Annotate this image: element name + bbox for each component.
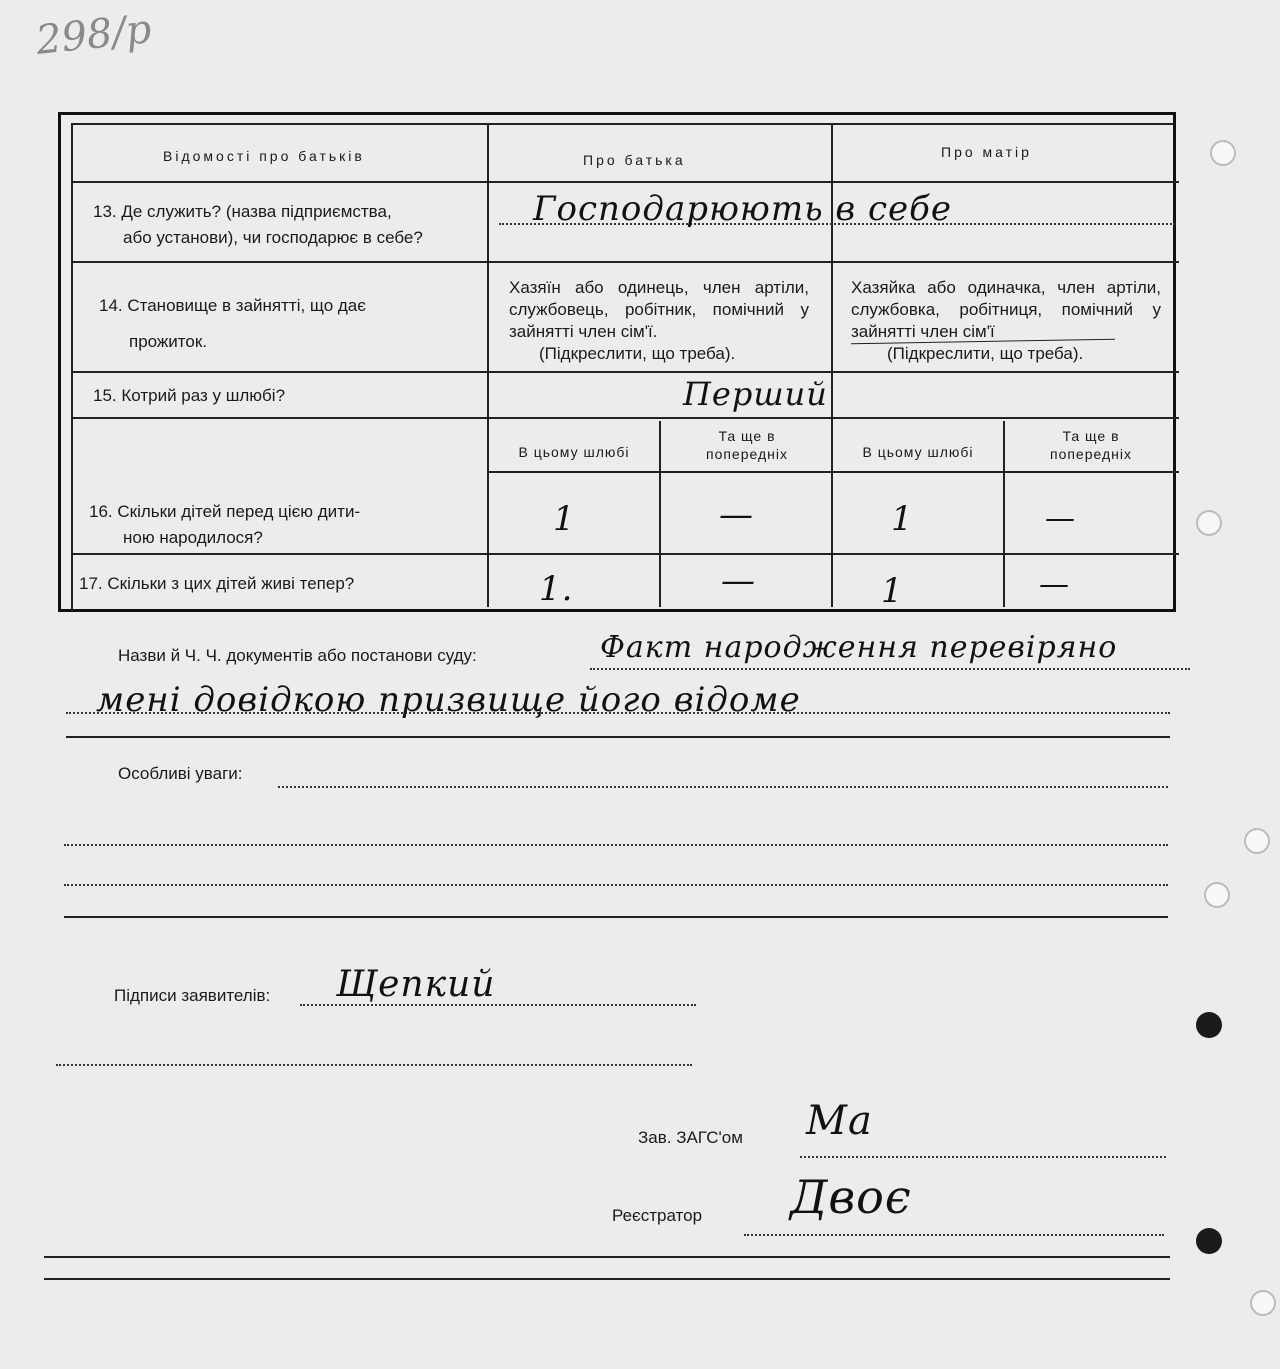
q14-label-line2: прожиток. (129, 332, 208, 351)
row-line-13 (73, 261, 1179, 263)
q17-father-current: 1. (539, 569, 574, 609)
row-line-header (73, 181, 1179, 183)
q16-mother-current: 1 (891, 499, 914, 539)
q13-label-line1: 13. Де служить? (назва підприємства, (93, 202, 392, 221)
registrar-signature-line (744, 1234, 1164, 1236)
punch-hole (1204, 882, 1230, 908)
subheader-father-current: В цьому шлюбі (518, 444, 630, 460)
head-signature: Ма (806, 1098, 873, 1144)
q16-label-line1: 16. Скільки дітей перед цією дити- (89, 502, 361, 521)
remarks-solid-line (64, 916, 1168, 918)
parents-info-table (58, 112, 1176, 612)
q14-mother-options: Хазяйка або одиначка, член артіли, службовка, робітниця, помічний у зайнятті член сім'ї (851, 278, 1161, 341)
head-signature-line (800, 1156, 1166, 1158)
q14-mother-note: (Підкреслити, що треба). (887, 344, 1084, 363)
documents-text-2: мені довідкою призвище його відоме (96, 680, 801, 720)
q13-label-line2: або установи), чи господарює в себе? (123, 228, 423, 247)
documents-line-1 (590, 668, 1190, 670)
q14-father-note: (Підкреслити, що треба). (539, 344, 736, 363)
col-divider-mother-sub (1003, 421, 1005, 607)
signature-line-2 (56, 1064, 692, 1066)
table-inner-frame (71, 123, 1173, 609)
subheader-mother-previous: Та ще в попередніх (1049, 428, 1132, 462)
q13-answer: Господарюють в себе (533, 189, 953, 229)
applicant-signature: Щепкий (336, 964, 496, 1005)
documents-solid-line (66, 736, 1170, 738)
remarks-label: Особливі уваги: (118, 764, 243, 783)
remarks-line-2 (64, 844, 1168, 846)
q17-father-previous: — (721, 561, 756, 601)
documents-label: Назви й Ч. Ч. документів або постанови суду: (118, 646, 477, 665)
punch-hole (1196, 1228, 1222, 1254)
punch-hole (1244, 828, 1270, 854)
row-line-16 (73, 553, 1179, 555)
punch-hole (1196, 510, 1222, 536)
corner-handwritten-note: 298/р (33, 6, 154, 64)
bottom-rule-1 (44, 1256, 1170, 1258)
remarks-line-1 (278, 786, 1168, 788)
row-line-14 (73, 371, 1179, 373)
documents-text-1: Факт народження перевіряно (600, 630, 1118, 665)
header-father: Про батька (583, 152, 686, 168)
q16-father-previous: — (719, 495, 754, 535)
col-divider-father-sub (659, 421, 661, 607)
header-info: Відомості про батьків (163, 148, 365, 164)
q17-mother-previous: — (1039, 567, 1070, 602)
punch-hole (1250, 1290, 1276, 1316)
header-mother: Про матір (941, 144, 1032, 160)
registrar-label: Реєстратор (612, 1206, 703, 1225)
subheader-father-previous: Та ще в попередніх (705, 428, 788, 462)
row-line-15 (73, 417, 1179, 419)
q15-answer: Перший (683, 375, 828, 413)
registrar-signature: Двоє (790, 1170, 912, 1224)
q14-father-options: Хазяїн або одинець, член артіли, службовець, робітник, помічний у зайнятті член сім'ї. (509, 278, 809, 341)
q17-label: 17. Скільки з цих дітей живі тепер? (79, 574, 355, 593)
bottom-rule-2 (44, 1278, 1170, 1280)
q16-label-line2: ною народилося? (123, 528, 263, 547)
q14-label-line1: 14. Становище в зайнятті, що дає (99, 296, 366, 315)
head-label: Зав. ЗАГС'ом (638, 1128, 743, 1147)
q15-label: 15. Котрий раз у шлюбі? (93, 386, 286, 405)
punch-hole (1196, 1012, 1222, 1038)
q17-mother-current: 1 (881, 571, 904, 611)
q16-father-current: 1 (553, 499, 576, 539)
q16-mother-previous: — (1045, 501, 1076, 536)
subheader-mother-current: В цьому шлюбі (862, 444, 974, 460)
row-line-subheaders (487, 471, 1179, 473)
col-divider-1 (487, 125, 489, 607)
remarks-line-3 (64, 884, 1168, 886)
punch-hole (1210, 140, 1236, 166)
signatures-label: Підписи заявителів: (114, 986, 271, 1005)
